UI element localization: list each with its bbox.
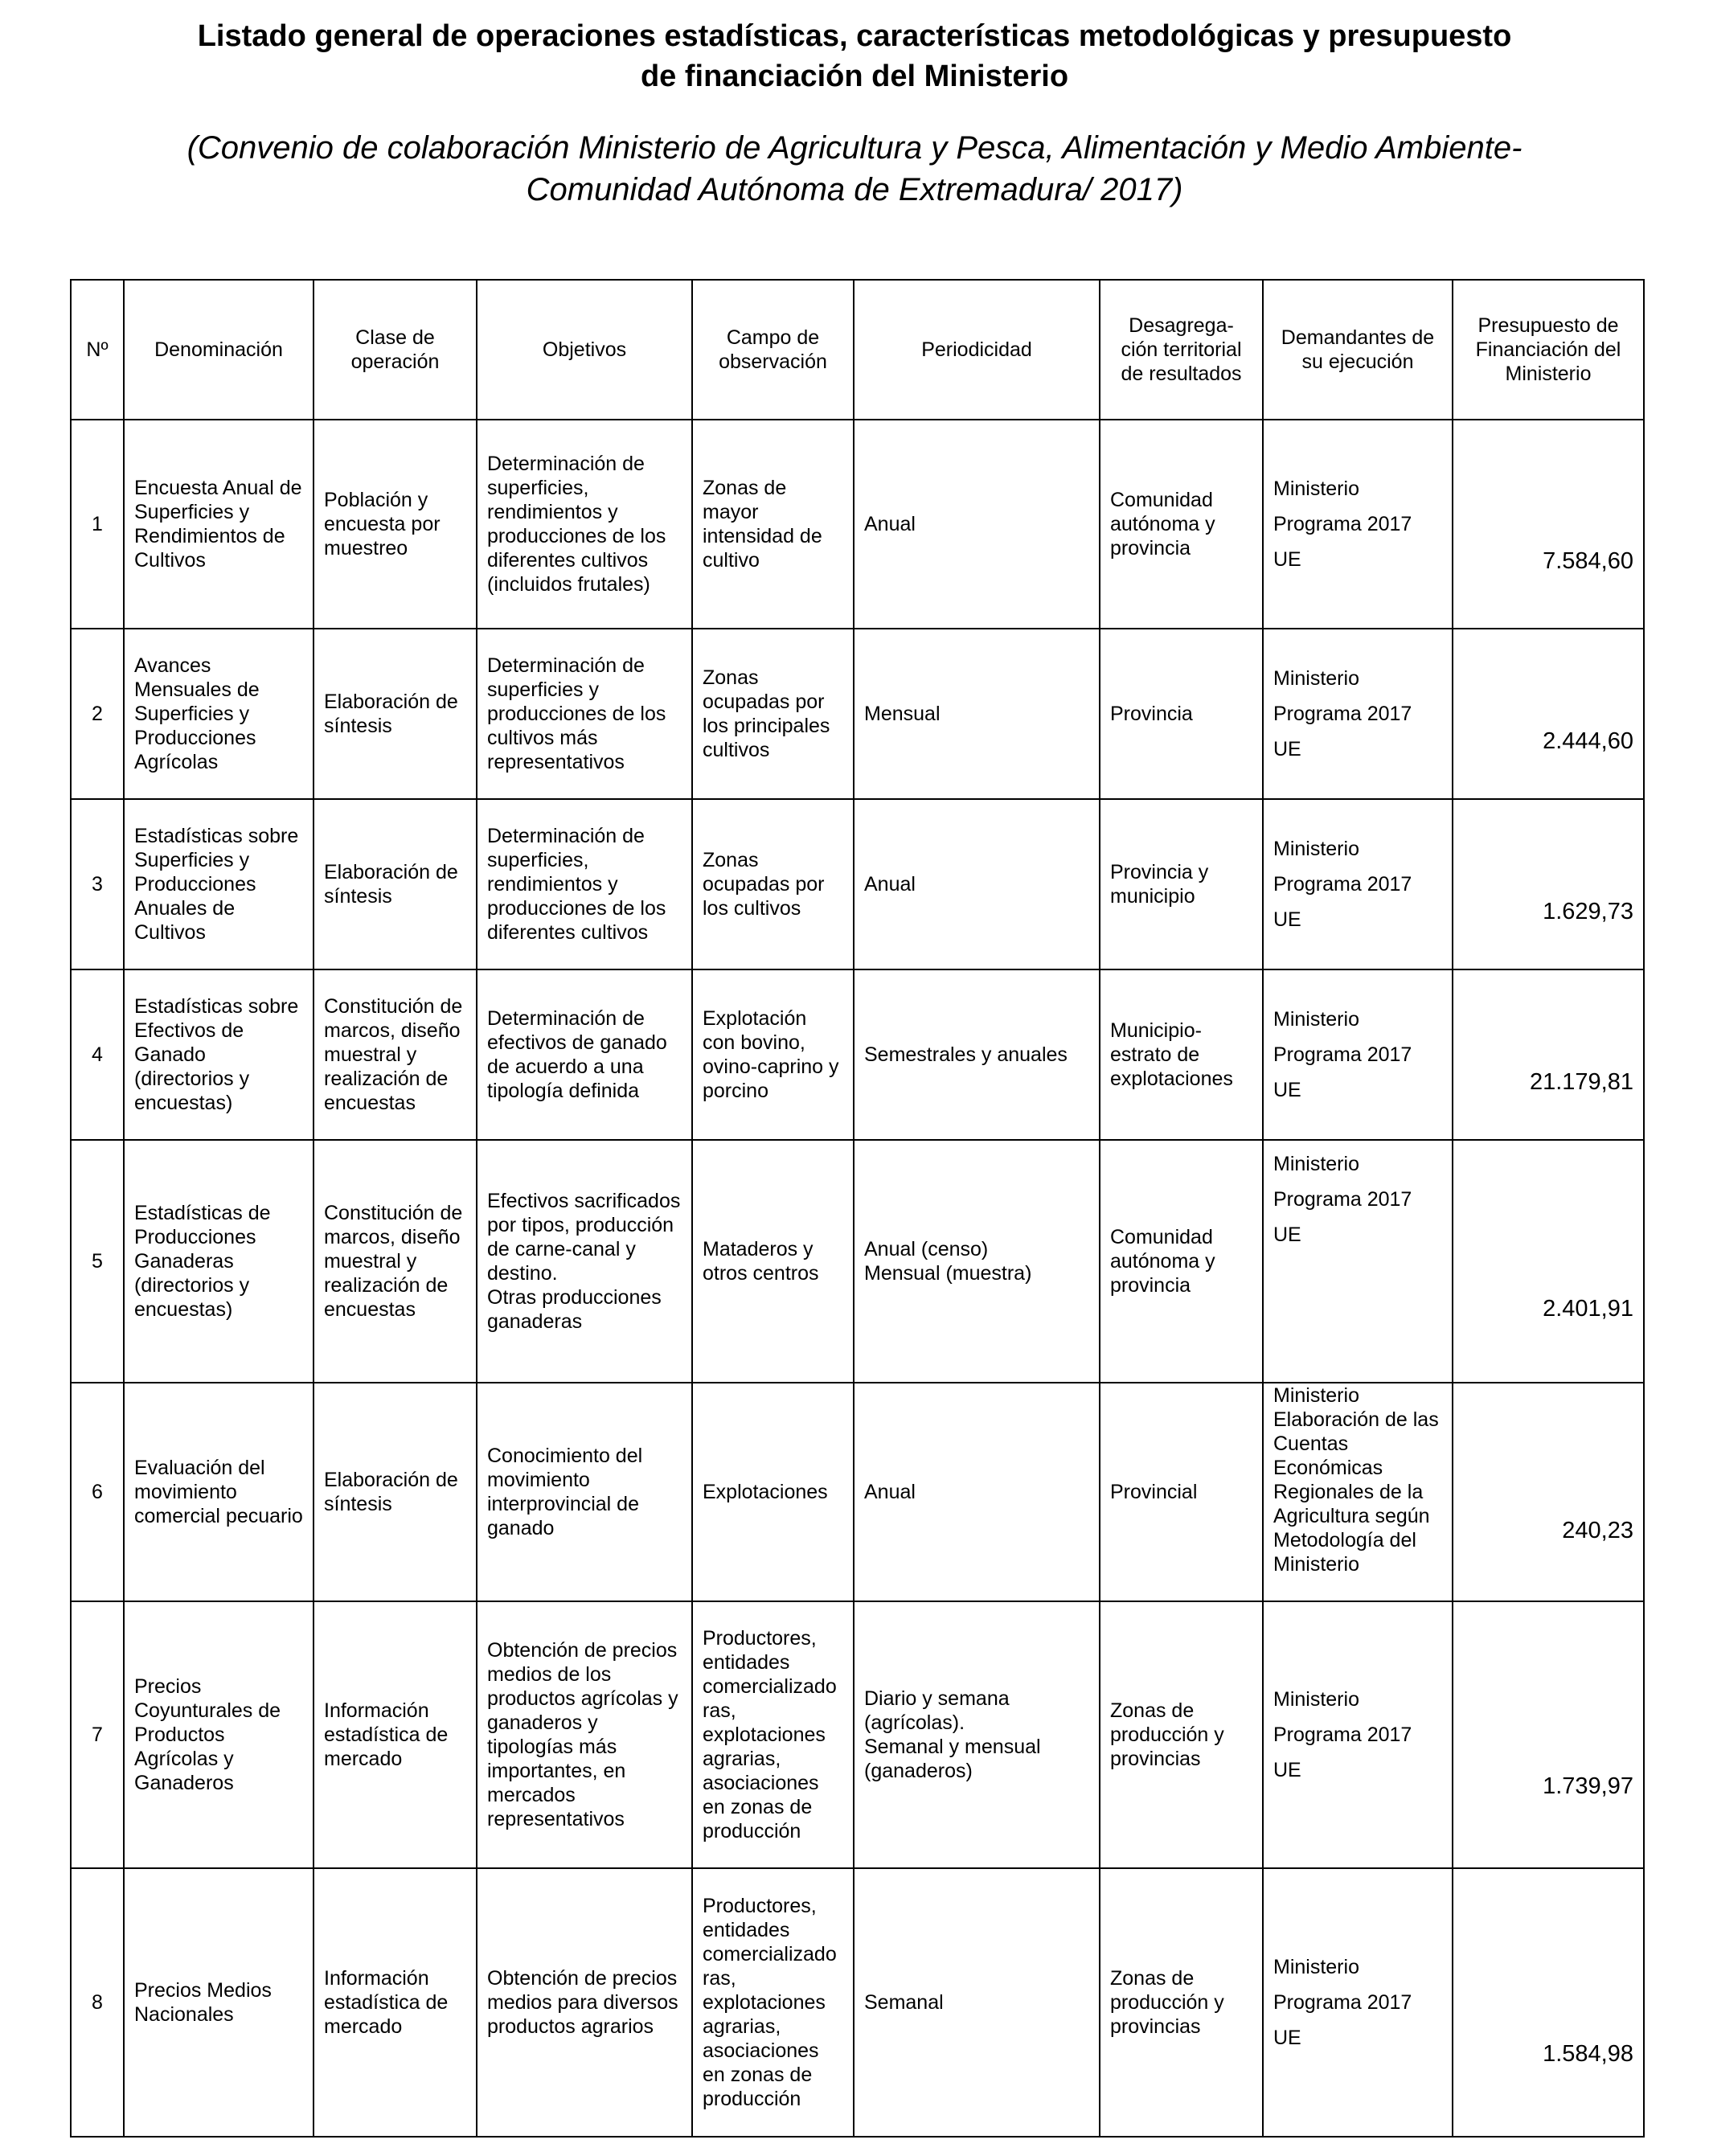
cell-denominacion: Precios Medios Nacionales — [124, 1868, 314, 2137]
cell-desagregacion: Municipio-estrato de explotaciones — [1100, 969, 1263, 1140]
operations-table — [70, 279, 1645, 2138]
demandante-item: UE — [1273, 1079, 1301, 1101]
cell-desagregacion: Provincia — [1100, 629, 1263, 799]
demandante-item: UE — [1273, 548, 1301, 571]
cell-presupuesto: 1.739,97 — [1453, 1601, 1644, 1868]
cell-presupuesto: 2.401,91 — [1453, 1140, 1644, 1383]
cell-denominacion: Estadísticas sobre Superficies y Producciones Anuales de Cultivos — [124, 799, 314, 969]
cell-presupuesto: 1.629,73 — [1453, 799, 1644, 969]
cell-denominacion: Evaluación del movimiento comercial pecuario — [124, 1383, 314, 1601]
cell-periodicidad: Anual — [854, 420, 1100, 629]
cell-demandantes — [1263, 1383, 1453, 1601]
cell-clase: Constitución de marcos, diseño muestral y realización de encuestas — [314, 969, 477, 1140]
demandante-item: Programa 2017 — [1273, 513, 1412, 535]
cell-num: 8 — [71, 1868, 124, 2137]
cell-objetivos: Obtención de precios medios de los productos agrícolas y ganaderos y tipologías más importantes, en mercados representativos — [477, 1601, 692, 1868]
demandante-item: Programa 2017 — [1273, 1724, 1412, 1746]
demandante-item: UE — [1273, 1759, 1301, 1781]
cell-clase: Elaboración de síntesis — [314, 629, 477, 799]
cell-campo: Explotaciones — [692, 1383, 854, 1601]
demandante-item: Ministerio — [1273, 1688, 1359, 1711]
cell-objetivos: Determinación de superficies, rendimientos y producciones de los diferentes cultivos (incluidos frutales) — [477, 420, 692, 629]
demandante-item: Ministerio — [1273, 1956, 1359, 1978]
cell-denominacion: Estadísticas sobre Efectivos de Ganado (directorios y encuestas) — [124, 969, 314, 1140]
cell-demandantes — [1263, 629, 1453, 799]
demandante-item: Ministerio — [1273, 1153, 1359, 1175]
demandante-item: Programa 2017 — [1273, 1043, 1412, 1066]
demandante-item: Ministerio — [1273, 838, 1359, 860]
cell-desagregacion: Provincia y municipio — [1100, 799, 1263, 969]
cell-demandantes — [1263, 969, 1453, 1140]
demandante-item: Ministerio — [1273, 478, 1359, 500]
cell-campo: Productores, entidades comercializado ras, explotaciones agrarias, asociaciones en zonas de producción — [692, 1868, 854, 2137]
table-row — [71, 1868, 1644, 2137]
cell-periodicidad: Anual — [854, 1383, 1100, 1601]
cell-campo: Explotación con bovino, ovino-caprino y porcino — [692, 969, 854, 1140]
cell-num: 2 — [71, 629, 124, 799]
cell-presupuesto: 7.584,60 — [1453, 420, 1644, 629]
header-periodicidad: Periodicidad — [854, 280, 1100, 420]
cell-objetivos: Determinación de superficies y producciones de los cultivos más representativos — [477, 629, 692, 799]
cell-clase: Elaboración de síntesis — [314, 799, 477, 969]
header-clase: Clase de operación — [314, 280, 477, 420]
cell-objetivos: Determinación de superficies, rendimientos y producciones de los diferentes cultivos — [477, 799, 692, 969]
cell-denominacion: Estadísticas de Producciones Ganaderas (directorios y encuestas) — [124, 1140, 314, 1383]
cell-campo: Zonas ocupadas por los cultivos — [692, 799, 854, 969]
cell-periodicidad: Anual — [854, 799, 1100, 969]
cell-objetivos: Efectivos sacrificados por tipos, producción de carne-canal y destino. Otras producciones ganaderas — [477, 1140, 692, 1383]
cell-num: 7 — [71, 1601, 124, 1868]
header-objetivos: Objetivos — [477, 280, 692, 420]
cell-periodicidad: Anual (censo) Mensual (muestra) — [854, 1140, 1100, 1383]
header-campo: Campo de observación — [692, 280, 854, 420]
cell-presupuesto: 2.444,60 — [1453, 629, 1644, 799]
cell-campo: Zonas ocupadas por los principales cultivos — [692, 629, 854, 799]
header-denominacion: Denominación — [124, 280, 314, 420]
demandante-item: Ministerio — [1273, 667, 1359, 690]
cell-campo: Productores, entidades comercializado ras, explotaciones agrarias, asociaciones en zonas de producción — [692, 1601, 854, 1868]
table-row — [71, 1383, 1644, 1601]
table-row — [71, 1601, 1644, 1868]
table-header-row — [71, 280, 1644, 420]
document-subtitle: (Convenio de colaboración Ministerio de Agricultura y Pesca, Alimentación y Medio Ambiente- Comunidad Autónoma de Extremadura/ 2017) — [186, 130, 1523, 207]
cell-presupuesto: 21.179,81 — [1453, 969, 1644, 1140]
table-row — [71, 969, 1644, 1140]
demandante-item: Elaboración de las Cuentas Económicas Regionales de la Agricultura según Metodología del Ministerio — [1273, 1408, 1439, 1576]
cell-periodicidad: Diario y semana (agrícolas). Semanal y mensual (ganaderos) — [854, 1601, 1100, 1868]
cell-denominacion: Precios Coyunturales de Productos Agrícolas y Ganaderos — [124, 1601, 314, 1868]
demandante-item: UE — [1273, 2027, 1301, 2049]
cell-num: 4 — [71, 969, 124, 1140]
cell-desagregacion: Provincial — [1100, 1383, 1263, 1601]
cell-num: 6 — [71, 1383, 124, 1601]
cell-desagregacion: Zonas de producción y provincias — [1100, 1868, 1263, 2137]
demandante-item: Ministerio — [1273, 1384, 1359, 1407]
cell-desagregacion: Comunidad autónoma y provincia — [1100, 420, 1263, 629]
cell-desagregacion: Zonas de producción y provincias — [1100, 1601, 1263, 1868]
cell-desagregacion: Comunidad autónoma y provincia — [1100, 1140, 1263, 1383]
cell-clase: Constitución de marcos, diseño muestral y realización de encuestas — [314, 1140, 477, 1383]
table-row — [71, 1140, 1644, 1383]
cell-objetivos: Obtención de precios medios para diversos productos agrarios — [477, 1868, 692, 2137]
cell-periodicidad: Mensual — [854, 629, 1100, 799]
table-row — [71, 420, 1644, 629]
demandante-item: UE — [1273, 738, 1301, 760]
cell-clase: Información estadística de mercado — [314, 1868, 477, 2137]
demandante-item: Programa 2017 — [1273, 1991, 1412, 2014]
cell-campo: Mataderos y otros centros — [692, 1140, 854, 1383]
cell-clase: Población y encuesta por muestreo — [314, 420, 477, 629]
demandante-item: Programa 2017 — [1273, 1188, 1412, 1211]
cell-periodicidad: Semestrales y anuales — [854, 969, 1100, 1140]
demandante-item: UE — [1273, 908, 1301, 931]
cell-demandantes — [1263, 1868, 1453, 2137]
cell-presupuesto: 240,23 — [1453, 1383, 1644, 1601]
cell-periodicidad: Semanal — [854, 1868, 1100, 2137]
cell-presupuesto: 1.584,98 — [1453, 1868, 1644, 2137]
cell-denominacion: Encuesta Anual de Superficies y Rendimientos de Cultivos — [124, 420, 314, 629]
cell-clase: Elaboración de síntesis — [314, 1383, 477, 1601]
cell-demandantes — [1263, 1140, 1453, 1383]
demandante-item: Ministerio — [1273, 1008, 1359, 1031]
demandante-item: Programa 2017 — [1273, 703, 1412, 725]
cell-denominacion: Avances Mensuales de Superficies y Producciones Agrícolas — [124, 629, 314, 799]
cell-objetivos: Conocimiento del movimiento interprovincial de ganado — [477, 1383, 692, 1601]
header-demandantes: Demandantes de su ejecución — [1263, 280, 1453, 420]
cell-objetivos: Determinación de efectivos de ganado de acuerdo a una tipología definida — [477, 969, 692, 1140]
cell-clase: Información estadística de mercado — [314, 1601, 477, 1868]
table-row — [71, 799, 1644, 969]
header-num: Nº — [71, 280, 124, 420]
demandante-item: UE — [1273, 1224, 1301, 1246]
demandante-item: Programa 2017 — [1273, 873, 1412, 896]
cell-campo: Zonas de mayor intensidad de cultivo — [692, 420, 854, 629]
cell-demandantes — [1263, 799, 1453, 969]
cell-demandantes — [1263, 420, 1453, 629]
header-presupuesto: Presupuesto de Financiación del Ministerio — [1453, 280, 1644, 420]
table-row — [71, 629, 1644, 799]
cell-num: 5 — [71, 1140, 124, 1383]
cell-num: 1 — [71, 420, 124, 629]
header-desagregacion: Desagrega- ción territorial de resultados — [1100, 280, 1263, 420]
cell-num: 3 — [71, 799, 124, 969]
document-title: Listado general de operaciones estadísticas, características metodológicas y presupuesto de financiación del Ministerio — [197, 19, 1512, 93]
cell-demandantes — [1263, 1601, 1453, 1868]
